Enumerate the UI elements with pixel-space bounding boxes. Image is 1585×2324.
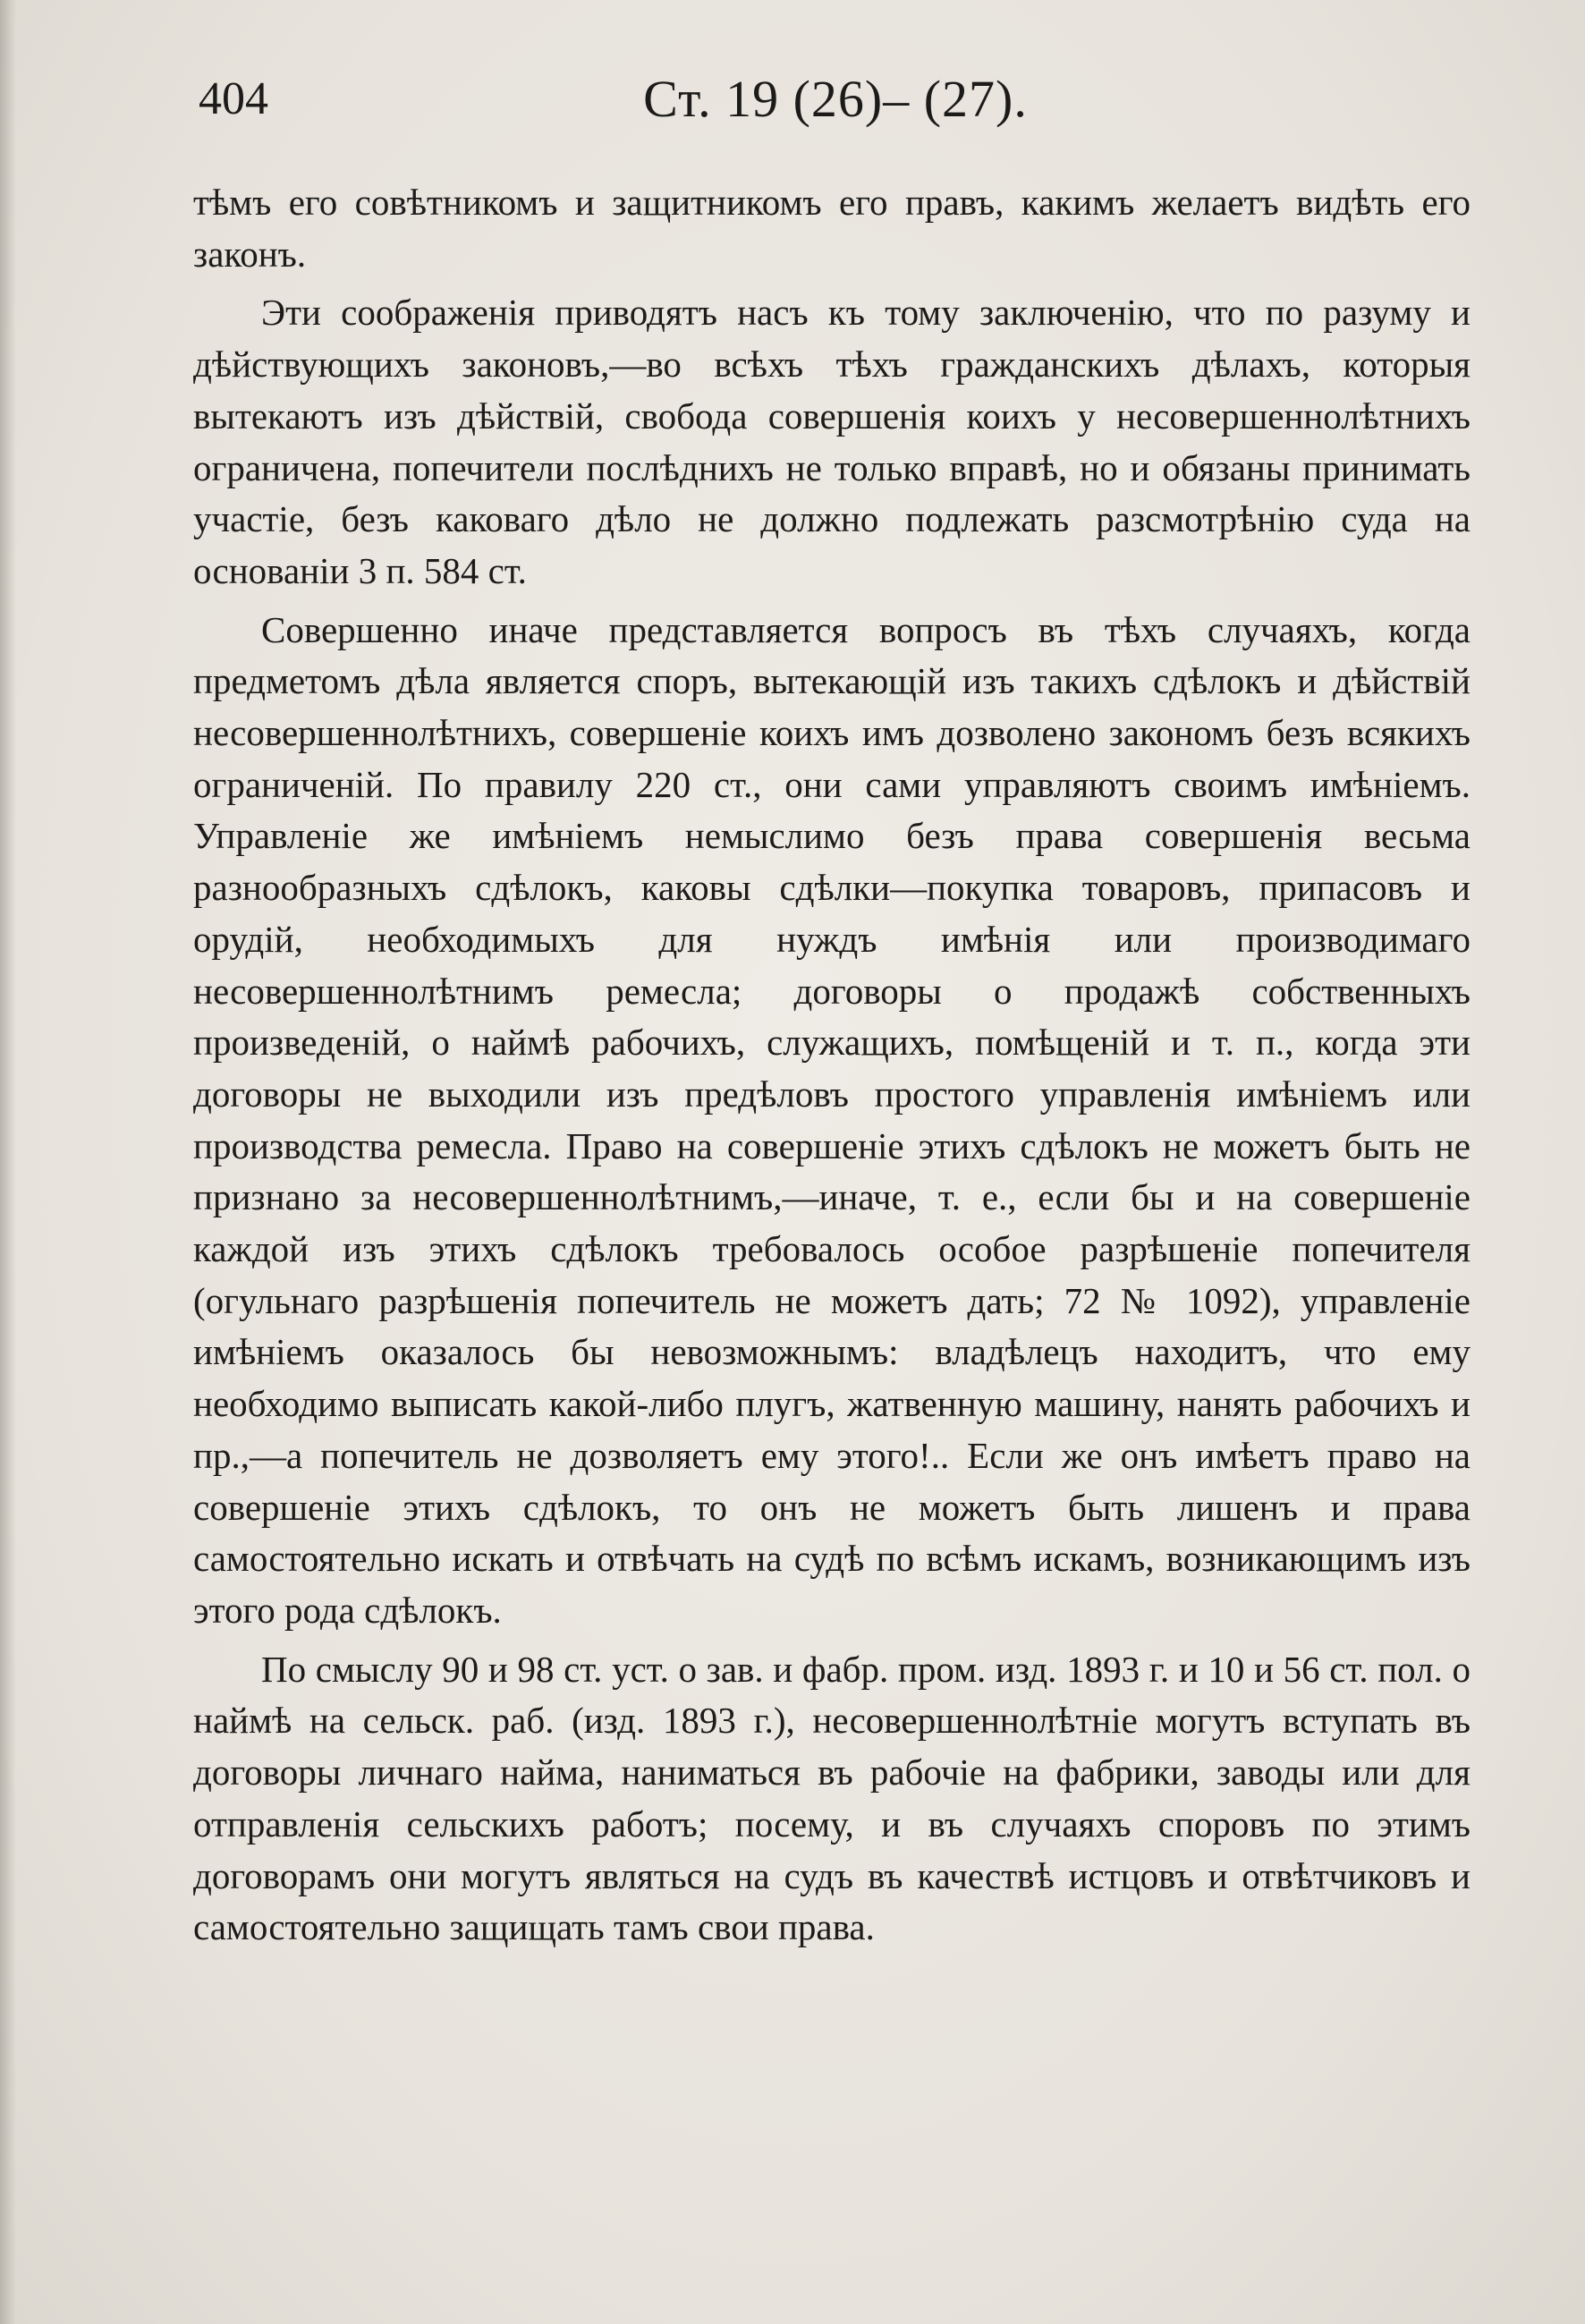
- body-text: [193, 177, 1471, 1954]
- running-title: Ст. 19 (26)– (27).: [643, 70, 1028, 128]
- paragraph-continuation: тѣмъ его совѣтникомъ и защитникомъ его правъ, какимъ желаетъ видѣть его законъ.: [193, 182, 1471, 275]
- paragraph: Эти соображенія приводятъ насъ къ тому заключенію, что по разуму и дѣйствующихъ законовъ,—во всѣхъ тѣхъ гражданскихъ дѣлахъ, которыя вытекаютъ изъ дѣйствій, свобода совершенія коихъ у несовершеннолѣтнихъ ограничена, попечители послѣднихъ не только вправѣ, но и обязаны принимать участіе, безъ каковаго дѣло не должно подлежать разсмотрѣнію суда на основаніи 3 п. 584 ст.: [193, 292, 1471, 591]
- page-number: 404: [199, 73, 268, 124]
- paragraph: По смыслу 90 и 98 ст. уст. о зав. и фабр. пром. изд. 1893 г. и 10 и 56 ст. пол. о наймѣ на сельск. раб. (изд. 1893 г.), несовершеннолѣтніе могутъ вступать въ договоры личнаго найма, наниматься въ рабочіе на фабрики, заводы или для отправленія сельскихъ работъ; посему, и въ случаяхъ споровъ по этимъ договорамъ они могутъ являться на судъ въ качествѣ истцовъ и отвѣтчиковъ и самостоятельно защищать тамъ свои права.: [193, 1648, 1471, 1948]
- page-header: [199, 59, 1472, 140]
- paragraph: Совершенно иначе представляется вопросъ въ тѣхъ случаяхъ, когда предметомъ дѣла является споръ, вытекающій изъ такихъ сдѣлокъ и дѣйствій несовершеннолѣтнихъ, совершеніе коихъ имъ дозволено закономъ безъ всякихъ ограниченій. По правилу 220 ст., они сами управляютъ своимъ имѣніемъ. Управленіе же имѣніемъ немыслимо безъ права совершенія весьма разнообразныхъ сдѣлокъ, каковы сдѣлки—покупка товаровъ, припасовъ и орудій, необходимыхъ для нуждъ имѣнія или производимаго несовершеннолѣтнимъ ремесла; договоры о продажѣ собственныхъ произведеній, о наймѣ рабочихъ, служащихъ, помѣщеній и т. п., когда эти договоры не выходили изъ предѣловъ простого управленія имѣніемъ или производства ремесла. Право на совершеніе этихъ сдѣлокъ не можетъ быть не признано за несовершеннолѣтнимъ,—иначе, т. е., если бы и на совершеніе каждой изъ этихъ сдѣлокъ требовалось особое разрѣшеніе попечителя (огульнаго разрѣшенія попечитель не можетъ дать; 72 № 1092), управленіе имѣніемъ оказалось бы невозможнымъ: владѣлецъ находитъ, что ему необходимо выписать какой-либо плугъ, жатвенную машину, нанять рабочихъ и пр.,—а попечитель не дозволяетъ ему этого!.. Если же онъ имѣетъ право на совершеніе этихъ сдѣлокъ, то онъ не можетъ быть лишенъ и права самостоятельно искать и отвѣчать на судѣ по всѣмъ искамъ, возникающимъ изъ этого рода сдѣлокъ.: [193, 608, 1471, 1631]
